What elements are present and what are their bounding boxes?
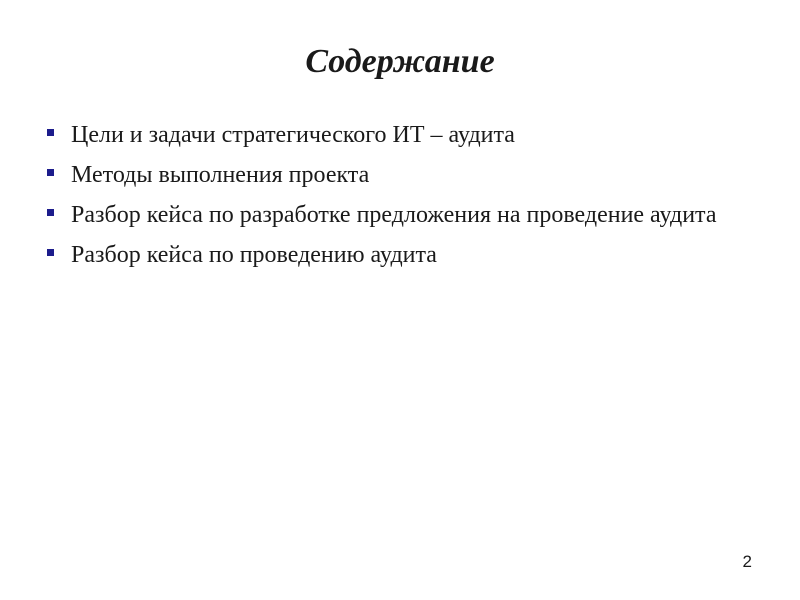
- bullet-item: [44, 240, 758, 270]
- square-bullet-icon: [47, 169, 54, 176]
- square-bullet-icon: [47, 129, 54, 136]
- bullet-item: [44, 200, 758, 230]
- slide-title: Содержание: [305, 43, 495, 80]
- bullet-text: Разбор кейса по проведению аудита: [71, 242, 437, 268]
- bullet-text: Методы выполнения проекта: [71, 162, 370, 188]
- bullet-text: Разбор кейса по разработке предложения на проведение аудита: [71, 202, 717, 228]
- bullet-list: [44, 120, 758, 280]
- bullet-text: Цели и задачи стратегического ИТ – аудита: [71, 122, 515, 148]
- bullet-item: [44, 120, 758, 150]
- page-number: 2: [742, 552, 752, 571]
- square-bullet-icon: [47, 209, 54, 216]
- square-bullet-icon: [47, 249, 54, 256]
- bullet-item: [44, 160, 758, 190]
